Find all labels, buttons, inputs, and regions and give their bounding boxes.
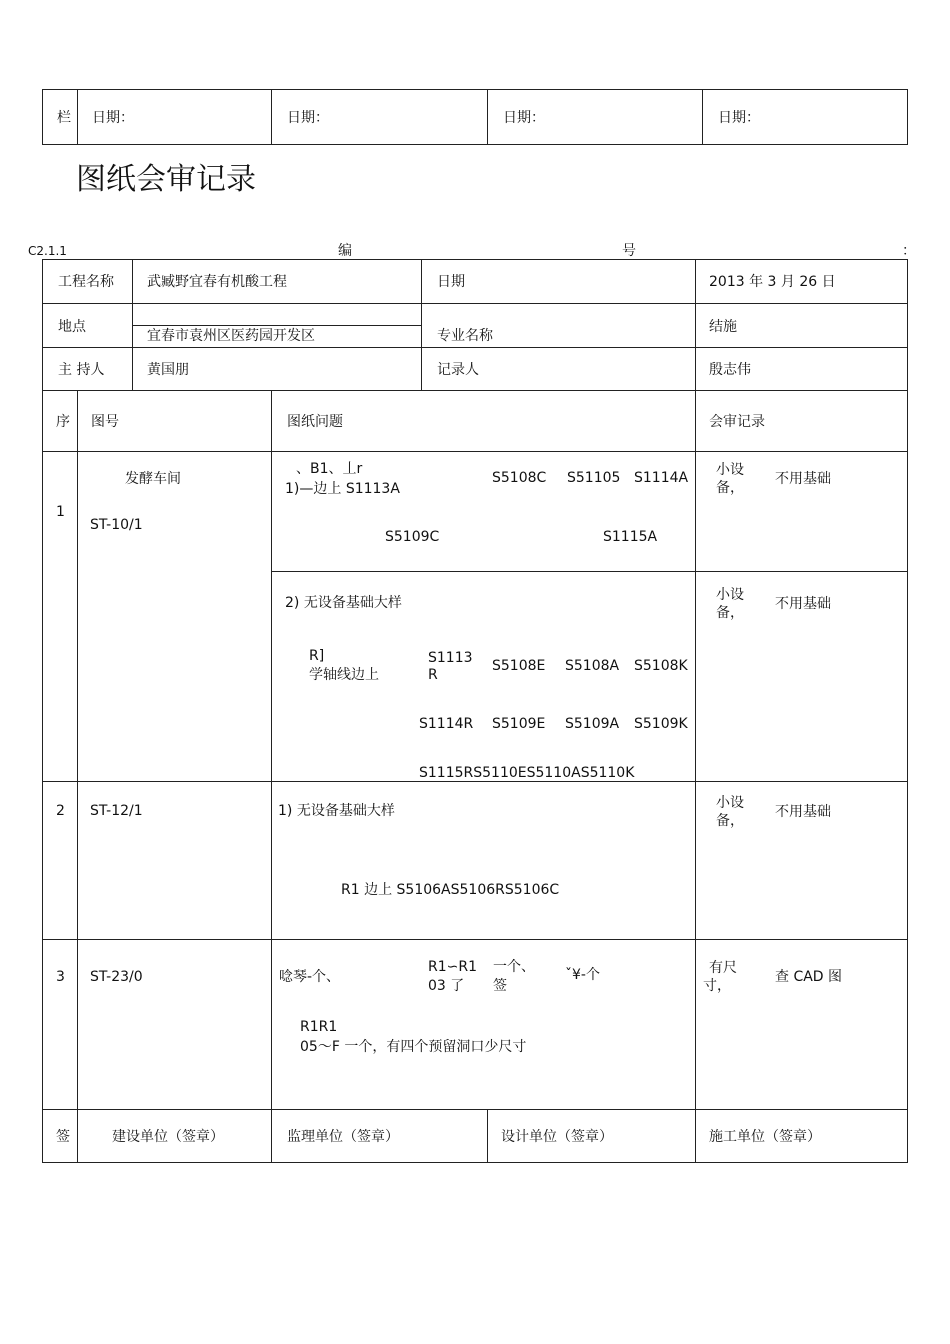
designer-signature: 设计单位（签章） [501, 1129, 613, 1145]
row-area: 发酵车间 [125, 471, 181, 487]
number-label-b: 号 [622, 243, 636, 259]
rule [42, 303, 908, 304]
issue-text: R] [309, 648, 325, 664]
issue-text: 签 [493, 978, 507, 994]
rule [271, 89, 272, 145]
record-text: 备， [716, 813, 744, 829]
record-text: 查 CAD 图 [775, 969, 843, 985]
row-seq: 1 [56, 504, 65, 520]
builder-signature: 建设单位（签章） [112, 1129, 224, 1145]
specialty-value: 结施 [709, 319, 737, 335]
row-drawing-no: ST-12/1 [90, 803, 143, 819]
col-header-drawing-no: 图号 [91, 414, 119, 430]
col-header-record: 会审记录 [709, 414, 765, 430]
site-value: 宜春市袁州区医药园开发区 [147, 328, 315, 344]
issue-text: R1R1 [300, 1019, 338, 1035]
issue-code: S5108K [634, 658, 688, 674]
project-name-label: 工程名称 [58, 274, 114, 290]
issue-text: 、B1、丄r [296, 461, 363, 477]
issue-text: 1)—边上 S1113A [285, 481, 400, 497]
form-code: C2.1.1 [28, 244, 67, 258]
recorder-label: 记录人 [437, 362, 479, 378]
date-field-3: 日期： [503, 110, 545, 126]
specialty-label: 专业名称 [437, 328, 493, 344]
rule [132, 259, 133, 391]
issue-text: 一个、 [493, 959, 535, 975]
date-field-2: 日期： [287, 110, 329, 126]
rule [77, 89, 78, 145]
issue-text: 学轴线边上 [309, 667, 379, 683]
record-text: 小设 [716, 587, 744, 603]
rule [42, 1162, 908, 1163]
date-label: 日期 [437, 274, 465, 290]
record-text: 有尺 [709, 960, 737, 976]
rule [42, 89, 908, 90]
issue-title: 2) 无设备基础大样 [285, 595, 402, 611]
rule [487, 1109, 488, 1163]
issue-code: S5109K [634, 716, 688, 732]
rule [77, 390, 78, 1163]
record-text: 备， [716, 605, 744, 621]
signature-column-label: 签 [56, 1129, 70, 1145]
rule [42, 259, 43, 1163]
row-drawing-no: ST-23/0 [90, 969, 143, 985]
row-seq: 2 [56, 803, 65, 819]
rule [132, 325, 421, 326]
record-text: 备， [716, 480, 744, 496]
row-drawing-no: ST-10/1 [90, 517, 143, 533]
approval-column-label: 栏 [57, 110, 71, 126]
rule [42, 390, 908, 391]
supervisor-signature: 监理单位（签章） [287, 1129, 399, 1145]
rule [42, 89, 43, 145]
issue-code: S1115RS5110ES5110AS5110K [419, 765, 635, 781]
rule [907, 89, 908, 145]
rule [42, 781, 908, 782]
rule [695, 259, 696, 1163]
issue-text: ˇ¥-个 [565, 967, 600, 983]
date-value: 2013 年 3 月 26 日 [709, 274, 836, 290]
number-colon: ： [902, 243, 916, 259]
page-title: 图纸会审记录 [76, 162, 256, 197]
rule [42, 1109, 908, 1110]
recorder-value: 殷志伟 [709, 362, 751, 378]
issue-title: 1) 无设备基础大样 [278, 803, 395, 819]
host-label: 主 持人 [58, 362, 105, 378]
issue-code: R [428, 667, 438, 683]
contractor-signature: 施工单位（签章） [709, 1129, 821, 1145]
host-value: 黄国朋 [147, 362, 189, 378]
date-field-1: 日期： [92, 110, 134, 126]
rule [907, 259, 908, 1163]
issue-code: S5109C [385, 529, 440, 545]
date-field-4: 日期： [718, 110, 760, 126]
issue-code: S5109A [565, 716, 620, 732]
row-seq: 3 [56, 969, 65, 985]
project-name-value: 武臧野宜春有机酸工程 [147, 274, 287, 290]
record-text: 寸， [703, 978, 731, 994]
rule [42, 451, 908, 452]
issue-code: S5108E [492, 658, 546, 674]
col-header-issue: 图纸问题 [287, 414, 343, 430]
issue-text: 05〜F 一个，有四个预留洞口少尺寸 [300, 1039, 527, 1055]
record-text: 小设 [716, 462, 744, 478]
issue-code: S1114A [634, 470, 689, 486]
rule [271, 390, 272, 1163]
record-text: 小设 [716, 795, 744, 811]
record-text: 不用基础 [775, 471, 831, 487]
rule [42, 144, 908, 145]
rule [42, 939, 908, 940]
record-text: 不用基础 [775, 804, 831, 820]
issue-code: S1114R [419, 716, 474, 732]
issue-code: S51105 [567, 470, 621, 486]
issue-code: S1115A [603, 529, 658, 545]
record-text: 不用基础 [775, 596, 831, 612]
rule [271, 571, 908, 572]
issue-code: S5108C [492, 470, 547, 486]
rule [42, 259, 908, 260]
issue-code: S1113 [428, 650, 473, 666]
issue-code: S5108A [565, 658, 620, 674]
col-header-seq: 序 [56, 414, 70, 430]
rule [702, 89, 703, 145]
rule [487, 89, 488, 145]
rule [421, 259, 422, 391]
rule [42, 347, 908, 348]
issue-text: R1 边上 S5106AS5106RS5106C [341, 882, 560, 898]
issue-text: R1∽R1 [428, 959, 477, 975]
issue-text: 03 了 [428, 978, 465, 994]
number-label-a: 编 [338, 243, 352, 259]
site-label: 地点 [58, 319, 86, 335]
issue-text: 唸琴-个、 [279, 969, 341, 985]
issue-code: S5109E [492, 716, 546, 732]
